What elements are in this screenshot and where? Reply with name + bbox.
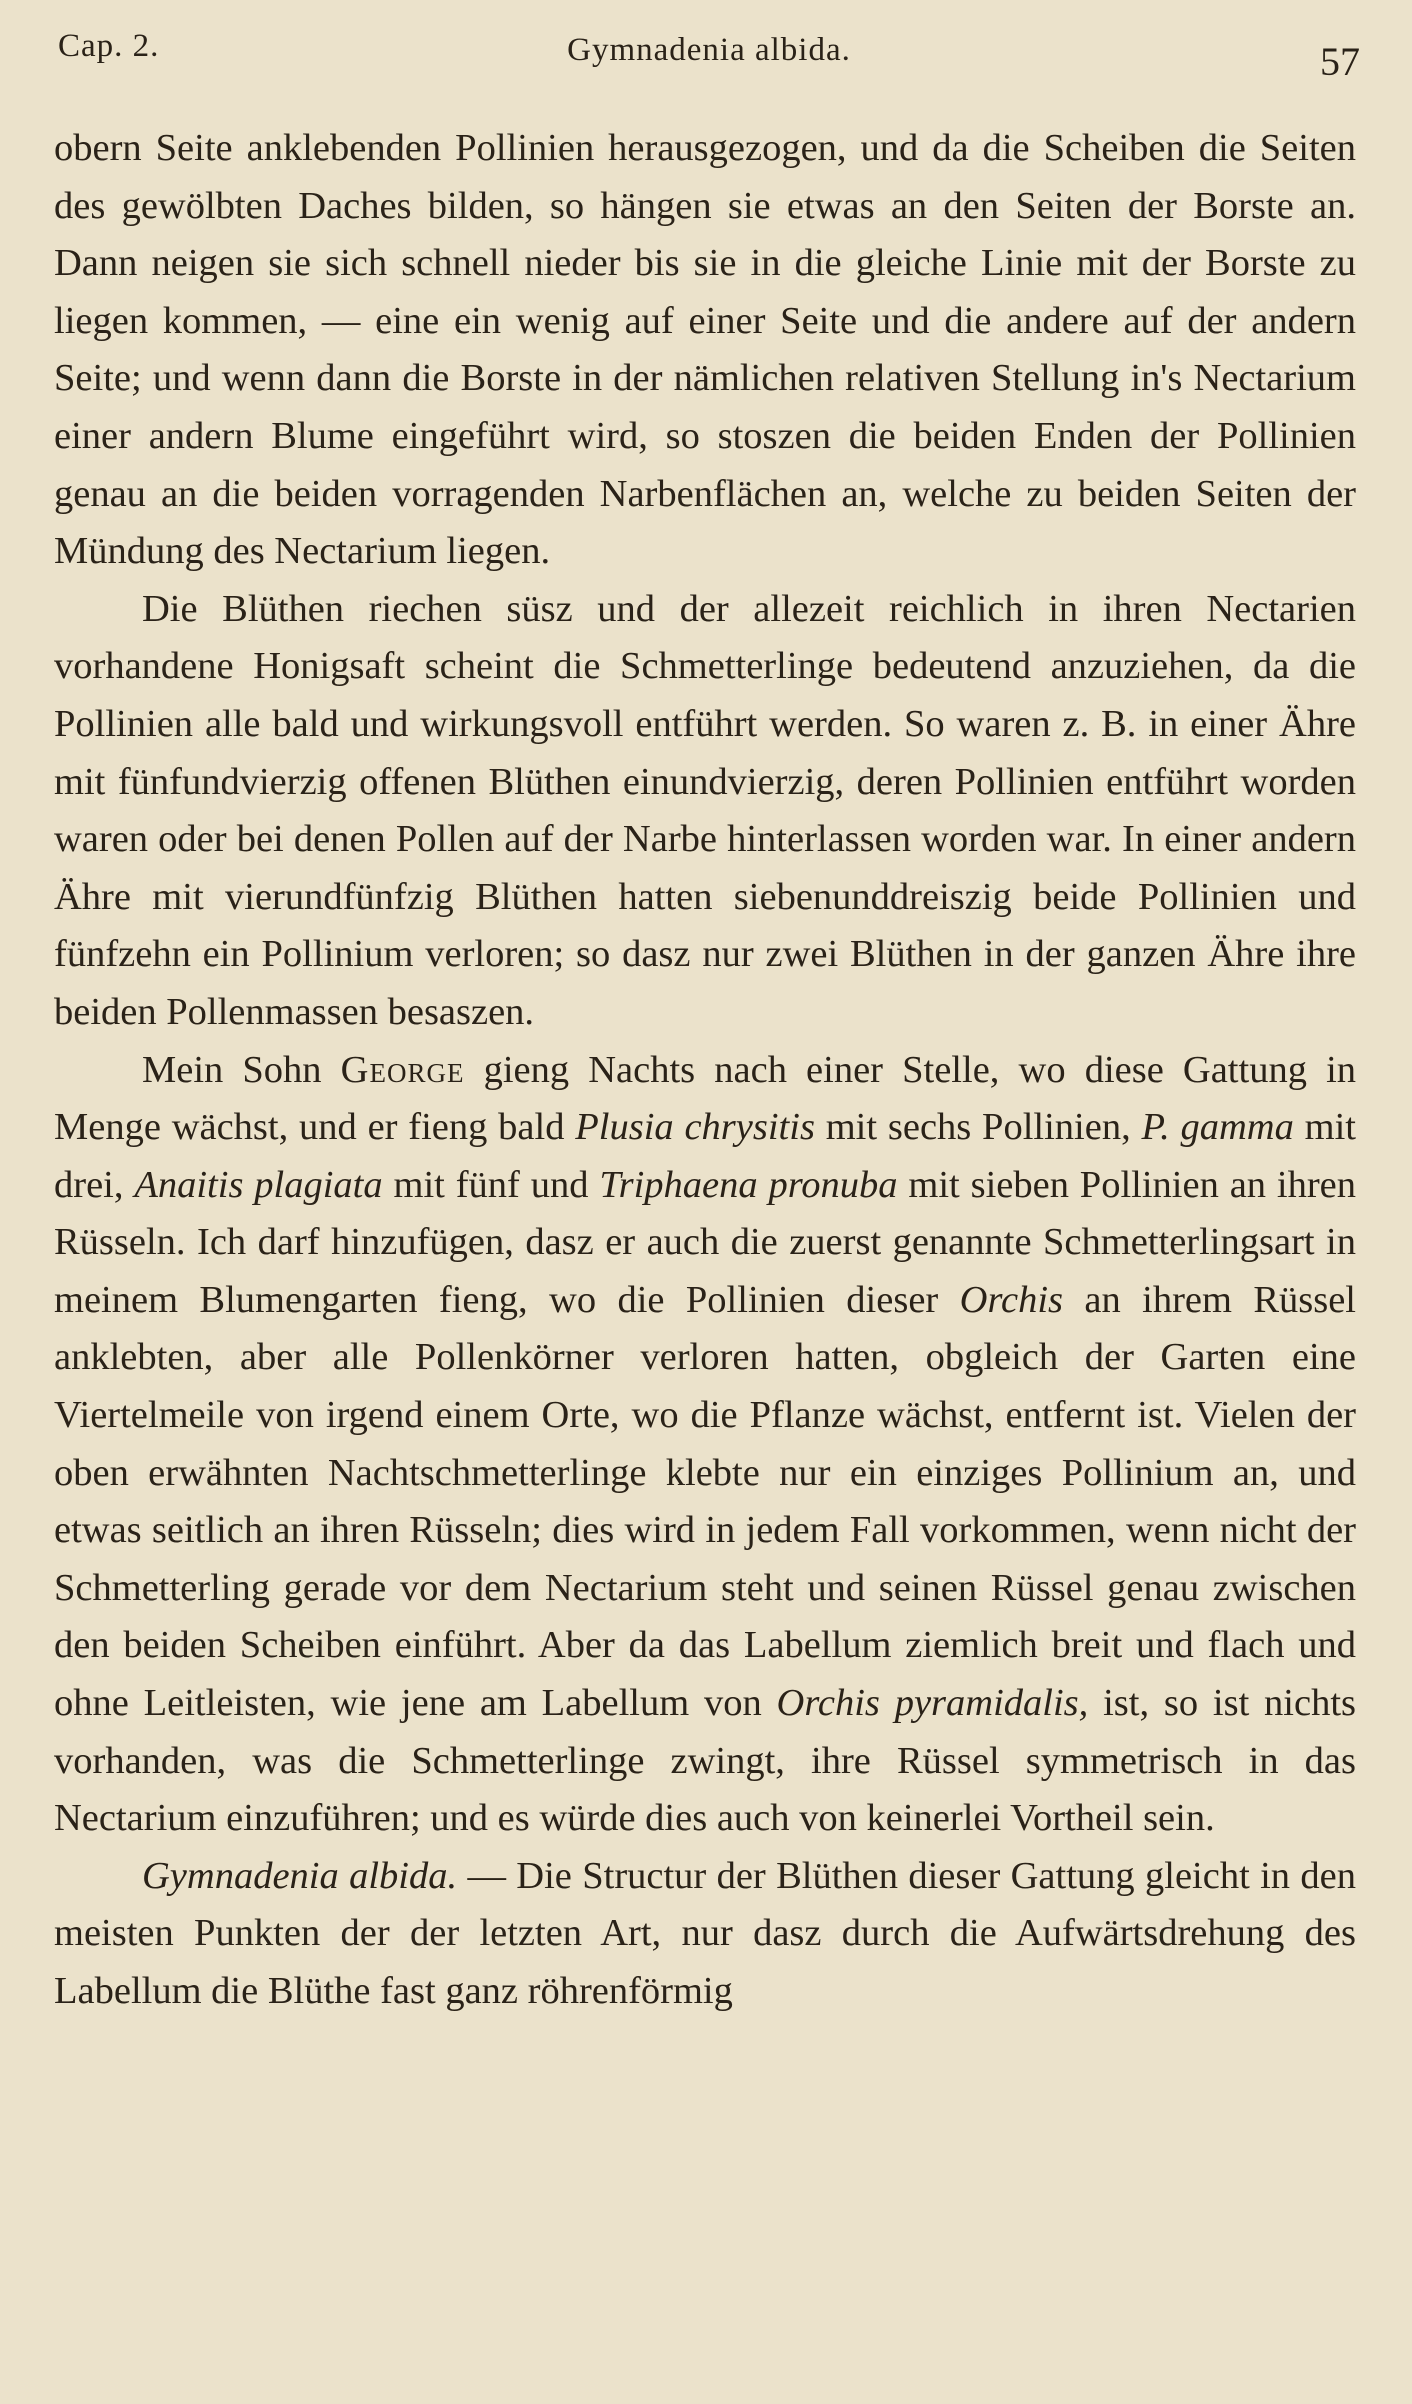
species-triphaena-pronuba: Triphaena pronuba bbox=[599, 1163, 898, 1206]
body-text bbox=[54, 120, 1356, 2021]
species-anaitis-plagiata: Anaitis plagiata bbox=[134, 1163, 383, 1206]
species-orchis-pyramidalis: Orchis pyramidalis, bbox=[776, 1682, 1089, 1725]
text-run: mit sieben Pollinien an ihren Rüsseln. Ich darf hinzufügen, dasz er auch die zuerst genannte Schmetterlingsart in meinem Blumengarten fieng, wo die Pollinien dieser bbox=[54, 1163, 1356, 1321]
species-plusia-chrysitis: Plusia chrysitis bbox=[575, 1106, 815, 1149]
person-name-george: George bbox=[340, 1048, 465, 1091]
running-head bbox=[58, 28, 1360, 88]
text-run: mit fünf und bbox=[393, 1163, 589, 1206]
paragraph-2: Die Blüthen riechen süsz und der allezeit reichlich in ihren Nectarien vorhandene Honigsaft scheint die Schmetterlinge bedeutend anzuziehen, da die Pollinien alle bald und wirkungsvoll entführt werden. So waren z. B. in einer Ähre mit fünfundvierzig offenen Blüthen einundvierzig, deren Pollinien entführt worden waren oder bei denen Pollen auf der Narbe hinterlassen worden war. In einer andern Ähre mit vierundfünfzig Blüthen hatten siebenunddreiszig beide Pollinien und fünfzehn ein Pollinium verloren; so dasz nur zwei Blüthen in der ganzen Ähre ihre beiden Pollenmassen besaszen. bbox=[54, 587, 1356, 1033]
text-run: mit drei, bbox=[54, 1106, 1356, 1206]
text-run: gieng Nachts nach einer Stelle, wo diese Gattung in Menge wächst, und er fieng bald bbox=[54, 1048, 1357, 1149]
text-run: Mein Sohn bbox=[142, 1048, 322, 1091]
text-run: an ihrem Rüssel anklebten, aber alle Pollenkörner verloren hatten, obgleich der Garten eine Viertelmeile von irgend einem Orte, wo die Pflanze wächst, entfernt ist. Vielen der oben erwähnten Nachtschmetterlinge klebte nur ein einziges Pollinium an, und etwas seitlich an ihren Rüsseln; dies wird in jedem Fall vorkommen, wenn nicht der Schmetterling gerade vor dem Nectarium steht und seinen Rüssel genau zwischen den beiden Scheiben einführt. Aber da das Labellum ziemlich breit und flach und ohne Leitleisten, wie jene am Labellum von bbox=[54, 1278, 1357, 1725]
chapter-label: Cap. 2. bbox=[58, 28, 160, 64]
page-number: 57 bbox=[1320, 39, 1360, 84]
paragraph-1: obern Seite anklebenden Pollinien herausgezogen, und da die Scheiben die Seiten des gewölbten Daches bilden, so hängen sie etwas an den Seiten der Borste an. Dann neigen sie sich schnell nieder bis sie in die gleiche Linie mit der Borste zu liegen kommen, — eine ein wenig auf einer Seite und die andere auf der andern Seite; und wenn dann die Borste in der nämlichen relativen Stellung in's Nectarium einer andern Blume eingeführt wird, so stoszen die beiden Enden der Pollinien genau an die beiden vorragenden Narbenflächen an, welche zu beiden Seiten der Mündung des Nectarium liegen. bbox=[54, 127, 1356, 573]
text-run: ist, so ist nichts vorhanden, was die Schmetterlinge zwingt, ihre Rüssel symmetrisch in das Nectarium einzuführen; und es würde dies auch von keinerlei Vortheil sein. bbox=[54, 1682, 1357, 1840]
species-p-gamma: P. gamma bbox=[1141, 1106, 1294, 1149]
section-heading-gymnadenia-albida: Gymnadenia albida. bbox=[142, 1854, 458, 1897]
text-run: — Die Structur der Blüthen dieser Gattung gleicht in den meisten Punkten der der letzten Art, nur dasz durch die Aufwärtsdrehung des Labellum die Blüthe fast ganz röhrenförmig bbox=[54, 1854, 1356, 2012]
paragraph-4 bbox=[54, 1848, 1356, 2021]
running-title: Gymnadenia albida. bbox=[567, 32, 851, 68]
genus-orchis: Orchis bbox=[959, 1278, 1064, 1321]
paragraph-3 bbox=[54, 1042, 1356, 1848]
text-run: mit sechs Pollinien, bbox=[825, 1106, 1131, 1149]
